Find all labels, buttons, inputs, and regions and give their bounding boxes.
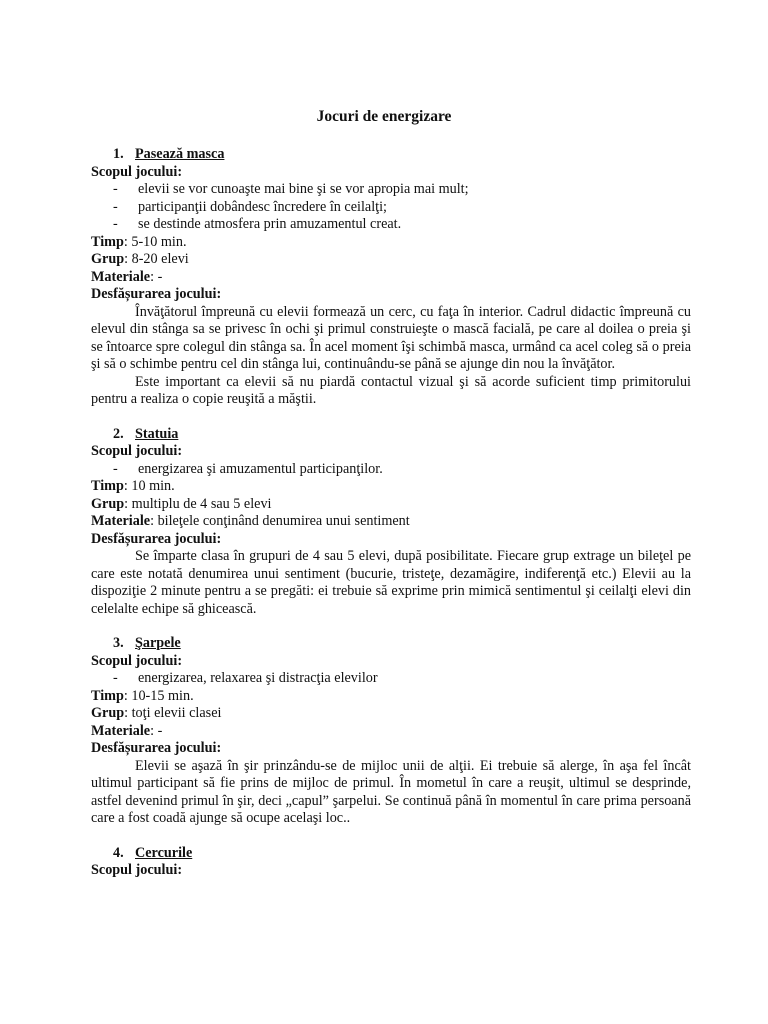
game-heading — [91, 146, 691, 164]
process-label: Desfășurarea jocului: — [91, 530, 222, 547]
time-label: Timp — [91, 478, 124, 494]
materials-row — [91, 269, 691, 287]
scope-label: Scopul jocului: — [91, 443, 183, 459]
dash-bullet: - — [113, 198, 118, 215]
materials-value: : - — [150, 722, 163, 739]
group-value: : 8-20 elevi — [124, 251, 189, 267]
group-row — [91, 496, 691, 514]
time-value: : 5-10 min. — [123, 233, 187, 250]
game-section-1 — [91, 146, 691, 409]
game-heading — [91, 426, 691, 444]
materials-row — [91, 513, 691, 531]
materials-row — [91, 723, 691, 741]
materials-value: : bileţele conţinând denumirea unui sentiment — [150, 513, 410, 529]
process-paragraph: Elevii se aşază în şir prinzându-se de mijloc unii de alţii. Ei trebuie să alerge, în aşa fel încât ultimul participant să fie prins de mijloc de primul. În mometul în care a reuşit, ultimul se desprinde, astfel devenind primul în şir, deci „capul” şarpelui. Se continuă până în momentul în care prima persoană care a fost coadă ajunge să ocupe acelaşi loc.. — [91, 757, 691, 826]
goal-item: - participanţii dobândesc încredere în ceilalţi; — [113, 198, 387, 215]
dash-bullet: - — [113, 181, 118, 197]
materials-label: Materiale — [91, 722, 151, 739]
goal-item: - energizarea şi amuzamentul participanţilor. — [113, 460, 383, 477]
group-row — [91, 705, 691, 723]
group-label: Grup — [91, 495, 125, 512]
time-label: Timp — [91, 687, 124, 704]
game-name: Cercurile — [135, 844, 193, 861]
process-paragraph: Învăţătorul împreună cu elevii formează un cerc, cu faţa în interior. Cadrul didactic împreună cu elevul din stânga sa se privesc în ochi şi primul construieşte o mască facială, pe care al doilea o preia şi se întoarce spre colegul din stânga sa. În acel moment îşi schimbă masca, urmând ca acel coleg să o preia şi să o schimbe pentru cel din stânga lui, continuându-se până se ajunge din nou la învăţător. — [91, 303, 691, 372]
game-section-4 — [91, 845, 691, 880]
process-label: Desfășurarea jocului: — [91, 286, 222, 302]
group-label: Grup — [91, 251, 125, 267]
time-row — [91, 234, 691, 252]
scope-label: Scopul jocului: — [91, 652, 183, 669]
game-name: Statuia — [135, 425, 179, 442]
group-value: : toţi elevii clasei — [124, 705, 222, 721]
time-row — [91, 688, 691, 706]
document-title: Jocuri de energizare — [316, 108, 452, 125]
game-number: 4. — [113, 844, 124, 861]
dash-bullet: - — [113, 216, 118, 232]
goal-item: - energizarea, relaxarea şi distracţia elevilor — [113, 670, 378, 686]
game-name: Şarpele — [135, 635, 181, 651]
game-heading — [91, 635, 691, 653]
time-label: Timp — [91, 233, 124, 250]
group-label: Grup — [91, 705, 125, 721]
materials-value: : - — [150, 268, 163, 285]
game-number: 3. — [113, 635, 124, 651]
game-section-2 — [91, 426, 691, 619]
time-value: : 10-15 min. — [123, 687, 194, 704]
game-heading — [91, 845, 691, 863]
scope-label: Scopul jocului: — [91, 163, 183, 180]
process-paragraph: Se împarte clasa în grupuri de 4 sau 5 elevi, după posibilitate. Fiecare grup extrage un bileţel pe care este notată denumirea unui sentiment (bucurie, tristeţe, dezamăgire, indiferenţă etc.) Elevii au la dispoziţie 2 minute pentru a se pregăti: ei trebuie să exprime prin mimică sentimentul şi ceilalţi elevi din celelalte echipe să ghicească. — [91, 548, 691, 617]
group-row — [91, 251, 691, 269]
dash-bullet: - — [113, 670, 118, 686]
game-name: Pasează masca — [135, 146, 225, 162]
materials-label: Materiale — [91, 268, 151, 285]
document-body — [91, 146, 691, 897]
process-label: Desfășurarea jocului: — [91, 740, 222, 756]
time-row — [91, 478, 691, 496]
time-value: : 10 min. — [123, 478, 175, 494]
goal-item: - elevii se vor cunoaşte mai bine şi se vor apropia mai mult; — [113, 181, 469, 197]
scope-label: Scopul jocului: — [91, 862, 183, 878]
goal-item: - se destinde atmosfera prin amuzamentul creat. — [113, 216, 402, 232]
dash-bullet: - — [113, 460, 118, 477]
process-paragraph: Este important ca elevii să nu piardă contactul vizual şi să acorde suficient timp primitorului pentru a realiza o copie reuşită a măştii. — [91, 373, 691, 407]
group-value: : multiplu de 4 sau 5 elevi — [124, 495, 272, 512]
game-number: 1. — [113, 146, 124, 162]
materials-label: Materiale — [91, 513, 151, 529]
game-number: 2. — [113, 425, 124, 442]
game-section-3 — [91, 635, 691, 828]
